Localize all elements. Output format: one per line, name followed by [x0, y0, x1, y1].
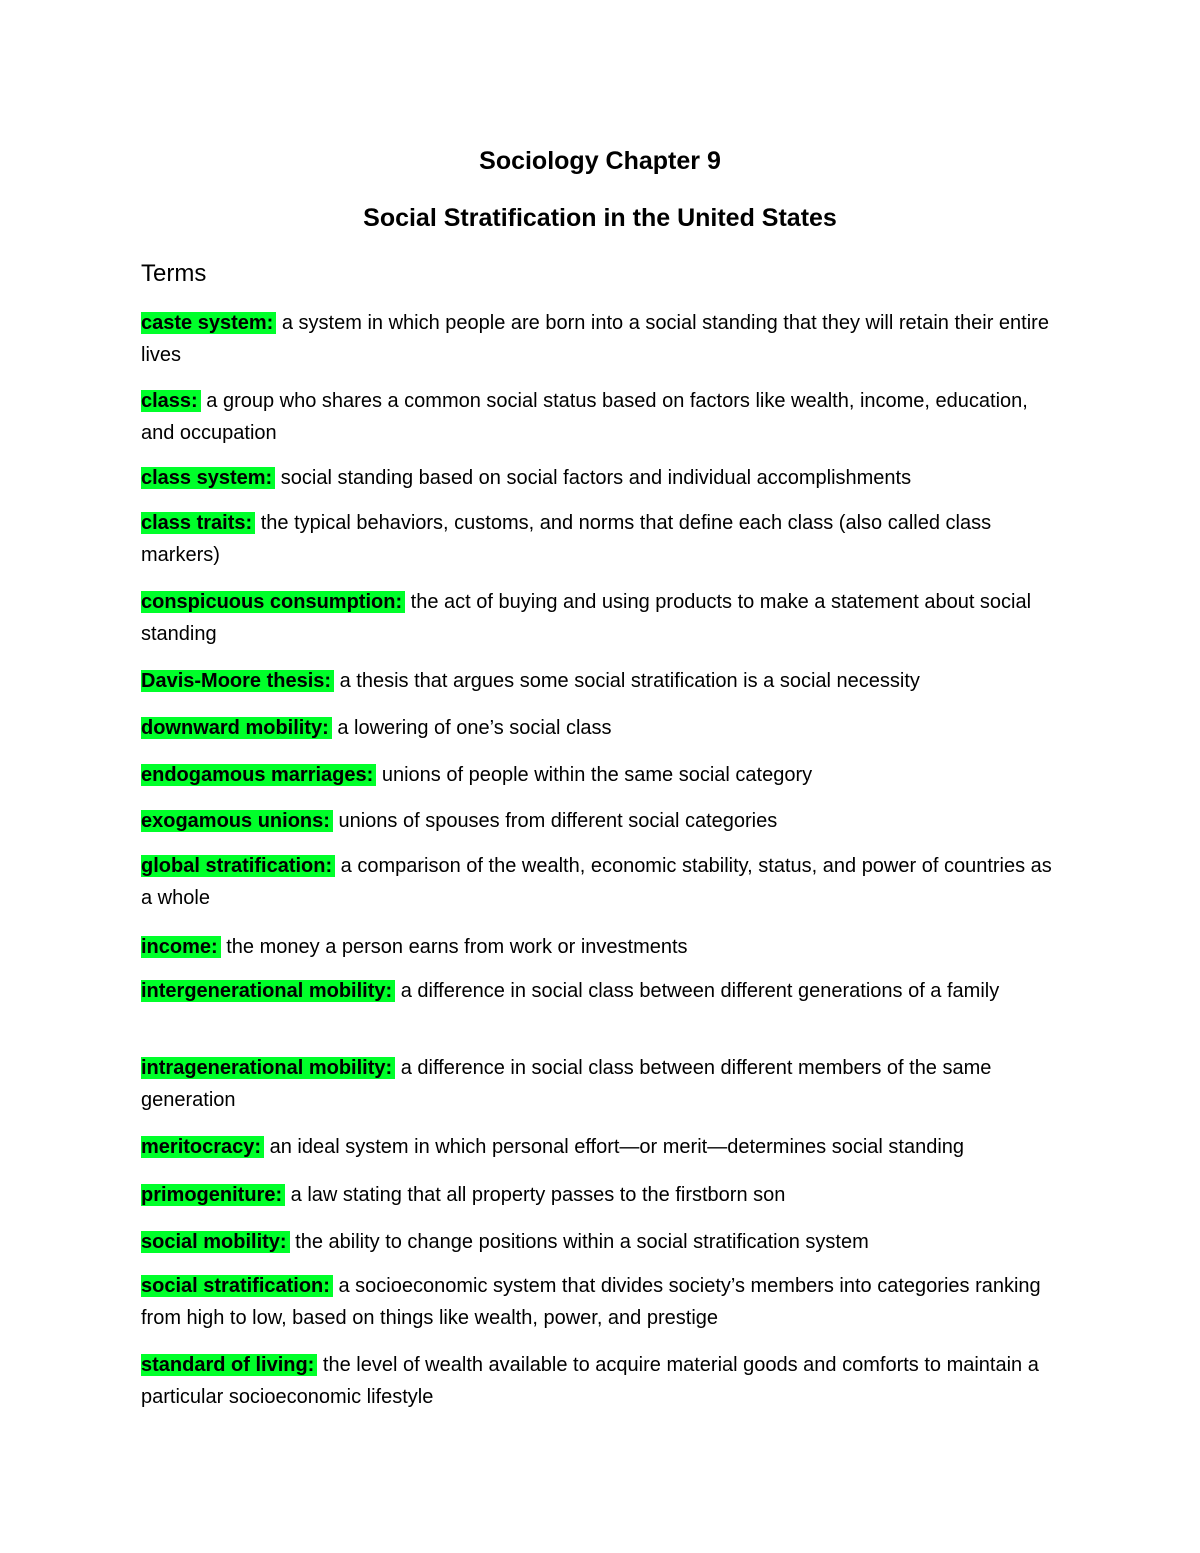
document-title: Sociology Chapter 9: [479, 147, 721, 175]
section-heading-terms: Terms: [141, 260, 207, 287]
term-definition: a system in which people are born into a social standing that they will retain their entire lives: [141, 312, 1049, 366]
term-entry: [141, 307, 1061, 371]
term-entry: [141, 931, 1061, 963]
term-label: meritocracy:: [141, 1136, 264, 1158]
term-label: intergenerational mobility:: [141, 980, 395, 1002]
term-label: downward mobility:: [141, 717, 332, 739]
term-definition: a law stating that all property passes to the firstborn son: [285, 1184, 786, 1206]
term-label: standard of living:: [141, 1354, 317, 1376]
term-label: social mobility:: [141, 1231, 290, 1253]
term-entry: [141, 1052, 1061, 1116]
term-entry: [141, 759, 1061, 791]
term-label: social stratification:: [141, 1275, 333, 1297]
term-definition: a lowering of one’s social class: [331, 717, 612, 739]
term-label: primogeniture:: [141, 1184, 285, 1206]
term-label: exogamous unions:: [141, 810, 333, 832]
term-definition: social standing based on social factors and individual accomplishments: [275, 467, 912, 489]
term-entry: [141, 1179, 1061, 1211]
term-entry: [141, 586, 1061, 650]
term-label: conspicuous consumption:: [141, 591, 405, 613]
term-entry: [141, 712, 1061, 744]
term-label: class:: [141, 390, 201, 412]
term-label: income:: [141, 936, 221, 958]
term-label: Davis-Moore thesis:: [141, 670, 334, 692]
term-label: endogamous marriages:: [141, 764, 376, 786]
term-definition: an ideal system in which personal effort—or merit—determines social standing: [264, 1136, 965, 1158]
term-label: global stratification:: [141, 855, 335, 877]
term-entry: [141, 665, 1061, 697]
term-entry: [141, 385, 1061, 449]
term-definition: unions of people within the same social category: [376, 764, 813, 786]
term-entry: [141, 1131, 1061, 1163]
term-entry: [141, 1226, 1061, 1258]
term-label: caste system:: [141, 312, 276, 334]
term-definition: the ability to change positions within a social stratification system: [289, 1231, 869, 1253]
term-label: class traits:: [141, 512, 255, 534]
term-definition: a group who shares a common social status based on factors like wealth, income, education, and occupation: [141, 390, 1028, 444]
term-definition: the money a person earns from work or investments: [220, 936, 688, 958]
term-definition: a difference in social class between different generations of a family: [395, 980, 1000, 1002]
term-definition: the typical behaviors, customs, and norms that define each class (also called class markers): [141, 512, 992, 566]
term-definition: a socioeconomic system that divides society’s members into categories ranking from high to low, based on things like wealth, power, and prestige: [141, 1275, 1041, 1329]
term-definition: a difference in social class between different members of the same generation: [141, 1057, 992, 1111]
term-entry: [141, 1270, 1061, 1334]
term-definition: a comparison of the wealth, economic stability, status, and power of countries as a whole: [141, 855, 1052, 909]
term-entry: [141, 462, 1061, 494]
term-entry: [141, 850, 1061, 914]
term-definition: the act of buying and using products to make a statement about social standing: [141, 591, 1032, 645]
term-entry: [141, 1349, 1061, 1413]
term-label: intragenerational mobility:: [141, 1057, 395, 1079]
term-definition: a thesis that argues some social stratification is a social necessity: [334, 670, 920, 692]
term-definition: the level of wealth available to acquire material goods and comforts to maintain a particular socioeconomic lifestyle: [141, 1354, 1039, 1408]
term-definition: unions of spouses from different social categories: [332, 810, 778, 832]
term-entry: [141, 975, 1061, 1007]
document-subtitle: Social Stratification in the United States: [363, 204, 837, 232]
term-entry: [141, 507, 1061, 571]
term-label: class system:: [141, 467, 275, 489]
term-entry: [141, 805, 1061, 837]
